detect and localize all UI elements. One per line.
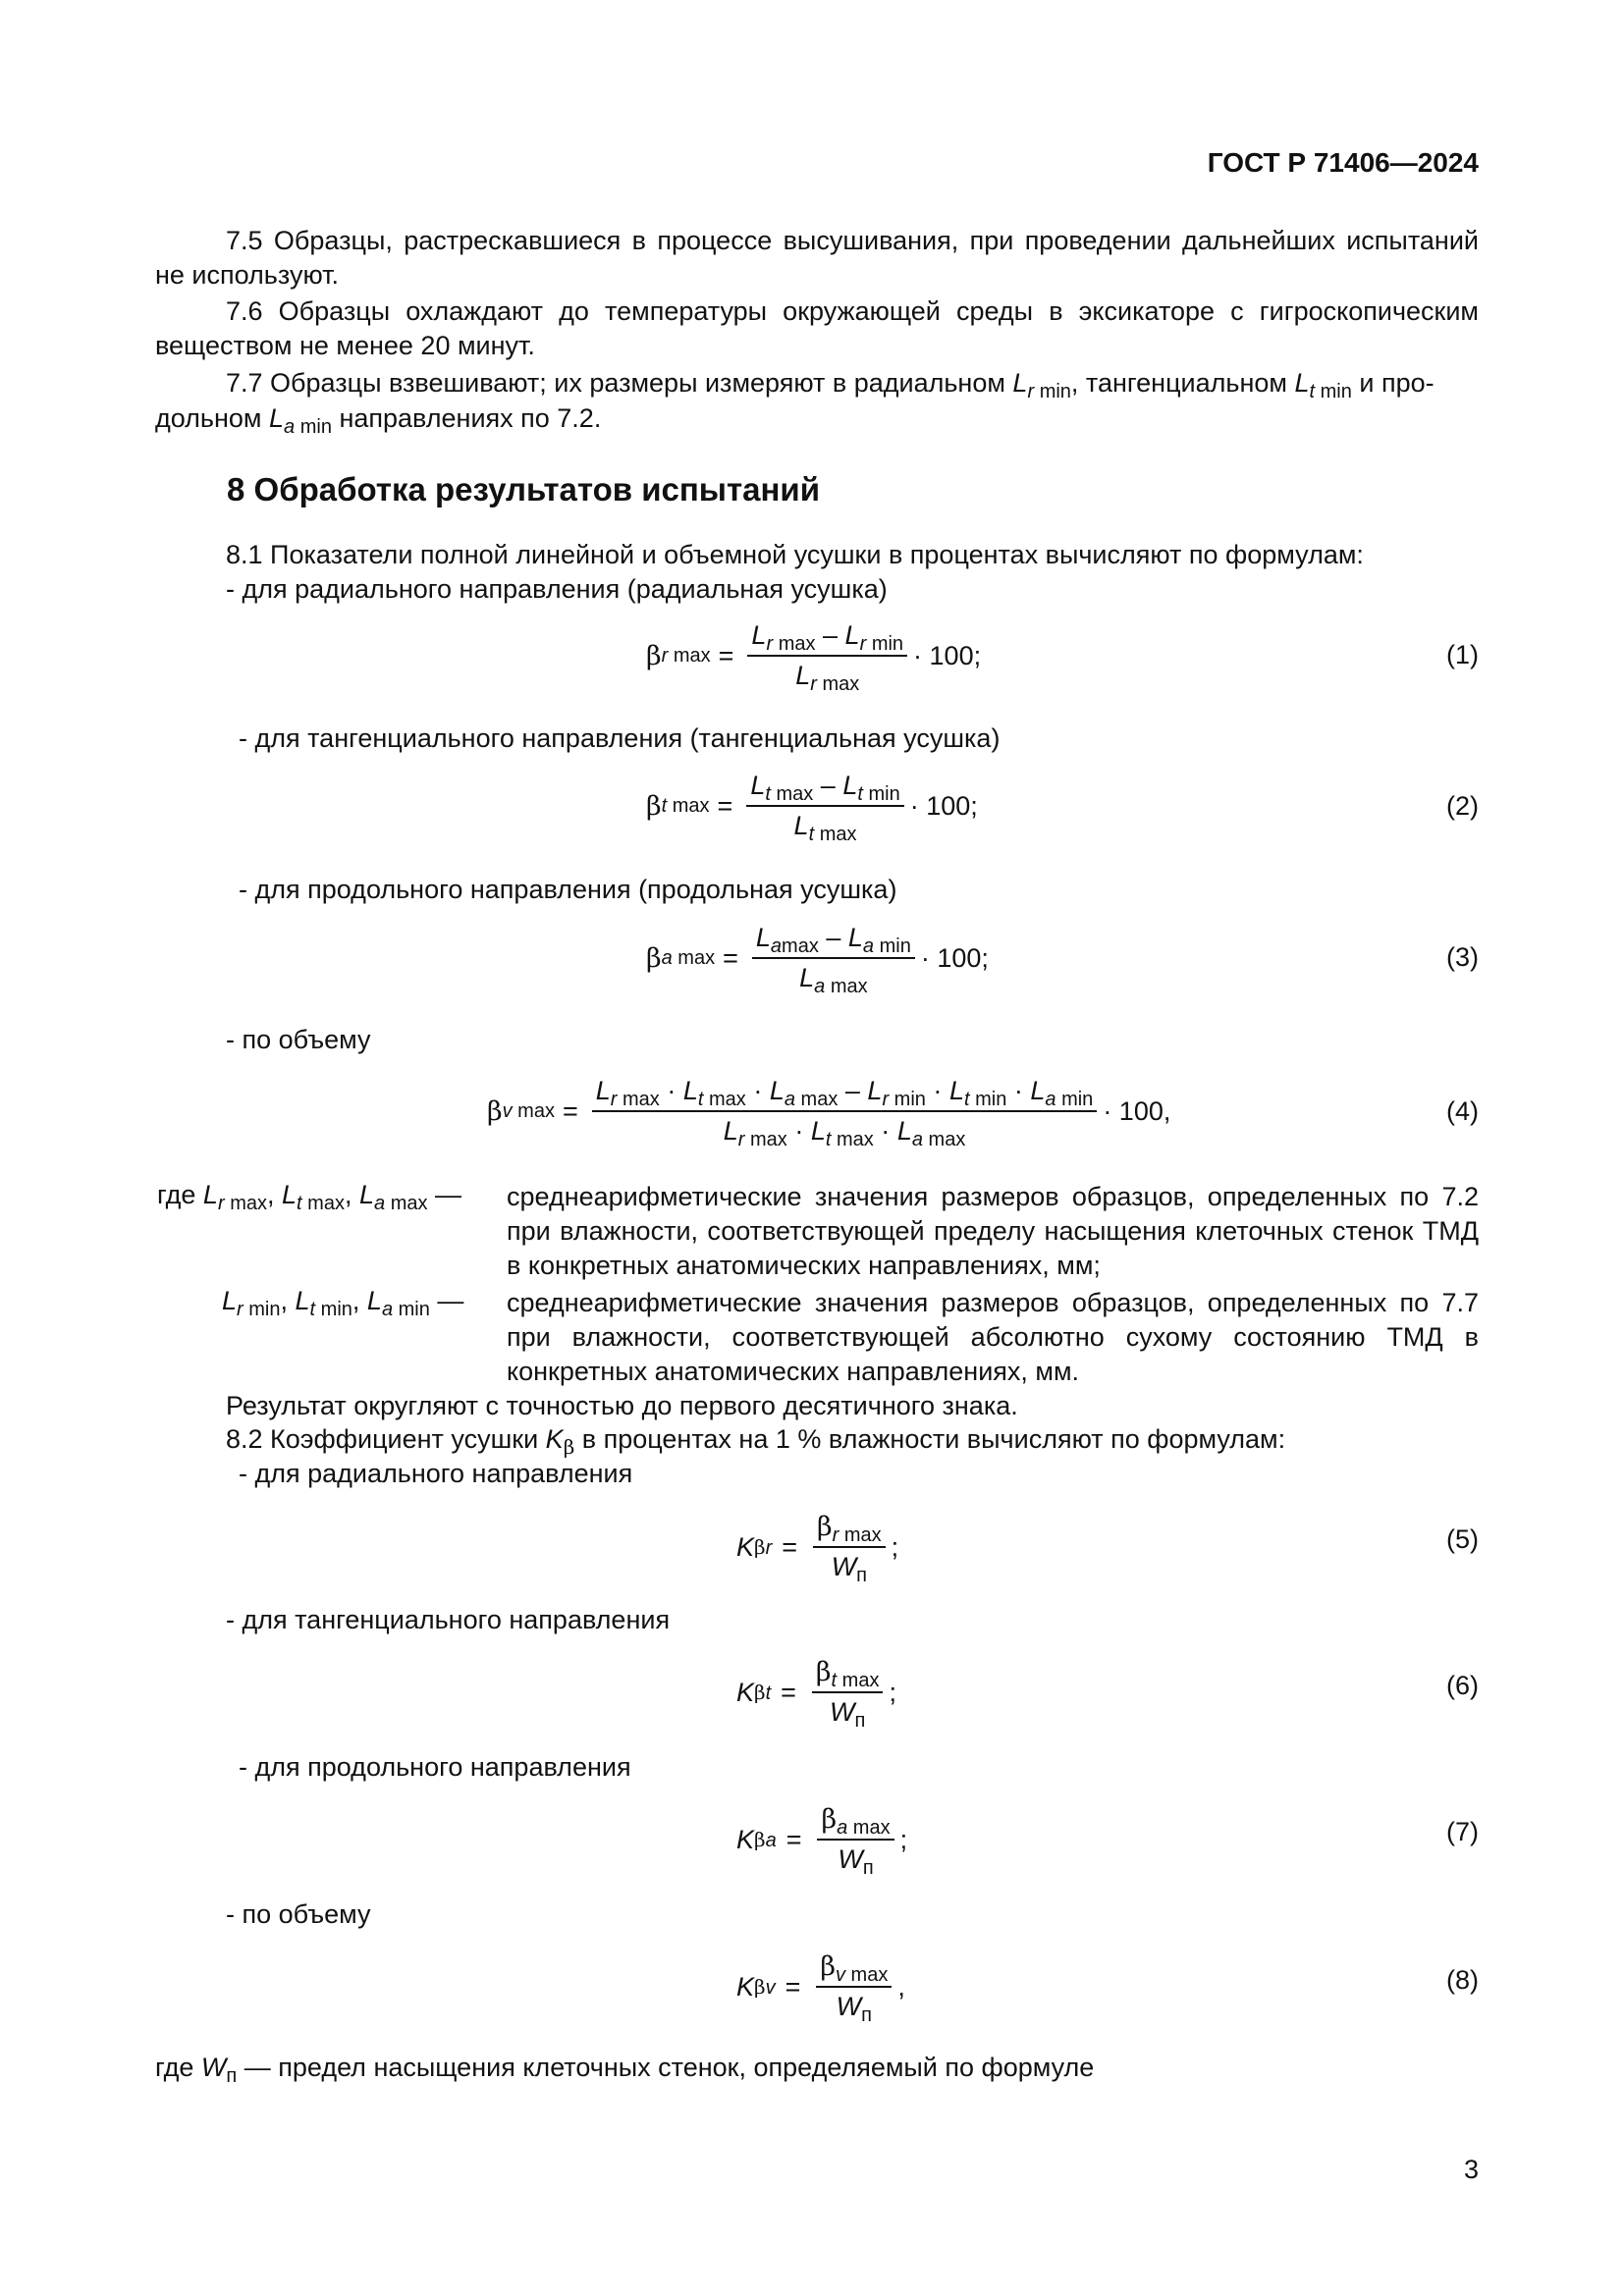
- definition-text-min: среднеарифметические значения размеров образцов, определенных по 7.7 при влажности, соответствующей абсолютно сухому состоянию ТМД в конкретных анатомических направлениях, мм.: [507, 1288, 1479, 1386]
- longitudinal-caption: - для продольного направления (продольная усушка): [239, 875, 897, 904]
- paragraph-7-6: 7.6 Образцы охлаждают до температуры окружающей среды в эксикаторе с гигроскопическим веществом не менее 20 минут.: [155, 296, 1479, 360]
- equation-number-8: (8): [1446, 1965, 1479, 1995]
- equation-number-7: (7): [1446, 1817, 1479, 1846]
- equation-number-1: (1): [1446, 640, 1479, 669]
- formula-1-fraction: $\frac{L_{r max} - L_{r min}}{L_{r max}}$: [747, 620, 907, 691]
- paragraph-7-7-line1: 7.7 Образцы взвешивают; их размеры измеряют в радиальном $L_{r min}$, тангенциальном $L_{t min}$ и про-: [226, 368, 1435, 402]
- document-code: ГОСТ Р 71406—2024: [1207, 147, 1479, 178]
- formula-2-fraction: $\frac{L_{t max} - L_{t min}}{L_{t max}}$: [746, 771, 903, 841]
- definition-text-max: среднеарифметические значения размеров образцов, определенных по 7.2 при влажности, соответствующей пределу насыщения клеточных стенок ТМД в конкретных анатомических направлениях, мм;: [507, 1182, 1479, 1280]
- radial-caption-2: - для радиального направления: [239, 1459, 633, 1488]
- paragraph-7-5: 7.5 Образцы, растрескавшиеся в процессе высушивания, при проведении дальнейших испытаний не используют.: [155, 226, 1479, 290]
- formula-6-fraction: $\frac{\beta_{t max}}{W_п}$: [812, 1657, 884, 1728]
- formula-2: β t max = $\frac{L_{t max} - L_{t min}}{L_{t max}}$ · 100;: [646, 771, 978, 845]
- volume-caption-2: - по объему: [226, 1899, 371, 1929]
- page-number: 3: [1463, 2155, 1479, 2184]
- formula-3: β a max = $\frac{L_{amax} - L_{a min}}{L_{a max}}$ · 100;: [646, 923, 989, 997]
- equation-number-2: (2): [1446, 791, 1479, 821]
- tangential-caption-2: - для тангенциального направления: [226, 1605, 671, 1634]
- formula-8: K βv = $\frac{\beta_{v max}}{W_п}$ ,: [736, 1951, 905, 2026]
- paragraph-7-7-line2: дольном $L_{a min}$ направлениях по 7.2.: [155, 403, 602, 438]
- formula-4-fraction: $\frac{L_{r max} \cdot L_{t max} \cdot L_{a max} - L_{r min} \cdot L_{t min} \cdot L_{a min}}{L_{r max} \cdot L_{t max} \cdot L_{a max}}$: [592, 1076, 1098, 1147]
- where-saturation-limit: где $W_п$ — предел насыщения клеточных стенок, определяемый по формуле: [155, 2053, 1095, 2087]
- equation-number-6: (6): [1446, 1671, 1479, 1700]
- formula-6: K βt = $\frac{\beta_{t max}}{W_п}$ ;: [736, 1657, 896, 1732]
- formula-5: K βr = $\frac{\beta_{r max}}{W_п}$ ;: [736, 1512, 899, 1586]
- formula-8-fraction: $\frac{\beta_{v max}}{W_п}$: [816, 1951, 892, 2022]
- equation-number-3: (3): [1446, 942, 1479, 972]
- volume-caption: - по объему: [226, 1025, 371, 1054]
- formula-3-fraction: $\frac{L_{amax} - L_{a min}}{L_{a max}}$: [752, 923, 915, 993]
- formula-7: K βa = $\frac{\beta_{a max}}{W_п}$ ;: [736, 1804, 908, 1879]
- tangential-caption: - для тангенциального направления (тангенциальная усушка): [239, 723, 1001, 753]
- equation-number-5: (5): [1446, 1524, 1479, 1554]
- definition-term-min: $L_{r min}$, $L_{t min}$, $L_{a min}$ —: [222, 1286, 464, 1320]
- formula-4: β v max = $\frac{L_{r max} \cdot L_{t max} \cdot L_{a max} - L_{r min} \cdot L_{t min} \cdot L_{a min}}{L_{r max} \cdot L_{t max} \cdot L_{a max}}$ · 100,: [487, 1076, 1171, 1150]
- section-8-heading: 8 Обработка результатов испытаний: [227, 471, 820, 507]
- formula-7-fraction: $\frac{\beta_{a max}}{W_п}$: [817, 1804, 893, 1875]
- rounding-note: Результат округляют с точностью до первого десятичного знака.: [226, 1391, 1018, 1420]
- longitudinal-caption-2: - для продольного направления: [239, 1752, 631, 1782]
- equation-number-4: (4): [1446, 1096, 1479, 1126]
- paragraph-8-1: 8.1 Показатели полной линейной и объемной усушки в процентах вычисляют по формулам:: [226, 540, 1364, 569]
- formula-5-fraction: $\frac{\beta_{r max}}{W_п}$: [813, 1512, 886, 1582]
- formula-1: β r max = $\frac{L_{r max} - L_{r min}}{L_{r max}}$ · 100;: [646, 620, 982, 695]
- paragraph-8-2: 8.2 Коэффициент усушки $K_\beta$ в процентах на 1 % влажности вычисляют по формулам:: [226, 1424, 1286, 1459]
- radial-caption: - для радиального направления (радиальная усушка): [226, 574, 888, 604]
- definition-term-max: где $L_{r max}$, $L_{t max}$, $L_{a max}$ —: [157, 1180, 461, 1214]
